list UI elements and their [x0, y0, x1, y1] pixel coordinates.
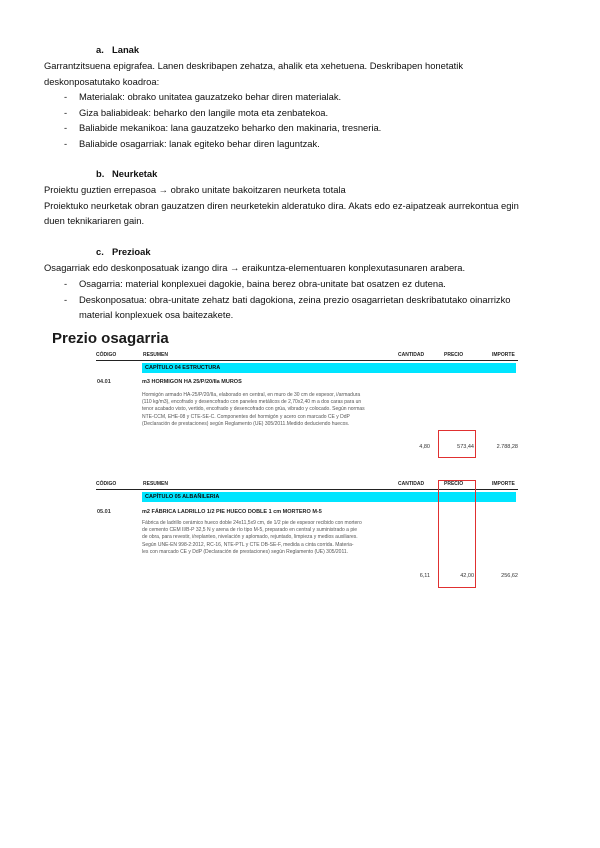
item-qty: 6,11	[419, 573, 430, 579]
chapter-bar: CAPÍTULO 05 ALBAÑILERIA	[142, 492, 516, 502]
desc-line: tenor acabado visto, vertido, encofrado y desencofrado con grúa, vibrado y colocado. Según normas	[142, 406, 365, 413]
section-a-heading	[96, 44, 139, 56]
item-price: 573,44	[457, 444, 474, 450]
section-c-intro: Osagarriak edo deskonposatuak izango dira → eraikuntza-elementuaren konplexutasunaren arabera.	[44, 262, 466, 273]
header-code: CÓDIGO	[96, 352, 117, 358]
header-summary: RESUMEN	[143, 352, 169, 358]
item-description	[142, 392, 412, 428]
item-qty: 4,80	[419, 444, 430, 450]
section-a-intro	[44, 58, 574, 89]
section-b-body	[44, 182, 574, 229]
desc-line: Fábrica de ladrillo cerámico hueco doble 24x11,5x9 cm, de 1/2 pie de espesor recibido con mortero	[142, 520, 362, 526]
section-c-bullet-list	[64, 276, 584, 323]
section-b-label: b.	[96, 168, 105, 179]
section-b-line1: Proiektu guztien errepasoa → obrako unitate bakoitzaren neurketa totala	[44, 184, 346, 195]
section-a-title: Lanak	[112, 44, 140, 55]
header-qty: CANTIDAD	[398, 352, 425, 358]
item-code: 04.01	[97, 379, 111, 385]
header-price: PRECIO	[444, 481, 464, 487]
section-c-label: c.	[96, 246, 104, 257]
header-amount: IMPORTE	[492, 352, 515, 358]
table-header	[96, 351, 518, 361]
list-item: - Giza baliabideak: beharko den langile mota eta zenbatekoa.	[64, 105, 584, 121]
list-item: - Baliabide osagarriak: lanak egiteko behar diren laguntzak.	[64, 136, 584, 152]
item-amount: 2.788,28	[496, 444, 518, 450]
item-price: 42,00	[460, 573, 474, 579]
price-highlight-box	[438, 480, 476, 588]
figure-title: Prezio osagarria	[52, 330, 169, 347]
header-code: CÓDIGO	[96, 481, 117, 487]
item-title: m2 FÁBRICA LADRILLO 1/2 PIE HUECO DOBLE 1 cm MORTERO M-5	[142, 509, 322, 515]
section-b-heading	[96, 168, 157, 180]
section-c-title: Prezioak	[112, 246, 151, 257]
item-description	[142, 520, 412, 556]
list-item: - Materialak: obrako unitatea gauzatzeko behar diren materialak.	[64, 89, 584, 105]
desc-line: Según UNE-EN 998-2:2012, RC-16, NTE-PTL y CTE DB-SE-F, medida a cinta corrida. Materia-	[142, 541, 354, 548]
item-code: 05.01	[97, 509, 111, 515]
item-title: m3 HORMIGON HA 25/P/20/IIa MUROS	[142, 379, 242, 385]
list-item	[64, 276, 584, 292]
bullet-text: Osagarria: material konplexuei dagokie, baina berez obra-unitate bat osatzen ez dutena.	[79, 278, 446, 289]
price-highlight-box	[438, 430, 476, 458]
desc-line: NTE-CCM, EHE-08 y CTE-SE-C. Componentes del hormigón y acero con marcado CE y DdP	[142, 413, 350, 420]
desc-line: de obra, para revestir, i/replanteo, nivelación y aplomado, rejuntado, limpieza y medios auxiliares.	[142, 534, 358, 541]
desc-line: Hormigón armado HA-25/P/20/IIa, elaborado en central, en muro de 30 cm de espesor, i/armadura	[142, 392, 361, 398]
bullet-text-line2: material konplexuek osa baitezakete.	[79, 309, 234, 320]
header-price: PRECIO	[444, 352, 464, 358]
section-b-line2: Proiektuko neurketak obran gauzatzen diren neurketekin alderatuko dira. Akats edo ez-aipatzeak aurrekontua egin	[44, 199, 519, 211]
section-c-heading	[96, 246, 151, 258]
chapter-bar: CAPÍTULO 04 ESTRUCTURA	[142, 363, 516, 373]
section-b-line3: duen teknikariaren gain.	[44, 215, 145, 226]
bullet-text-line1: - Deskonposatua: obra-unitate zehatz bati dagokiona, zeina prezio osagarrietan deskribatutako oinarrizko	[79, 293, 511, 305]
section-b-title: Neurketak	[112, 168, 158, 179]
header-qty: CANTIDAD	[398, 481, 425, 487]
section-a-bullet-list	[64, 89, 584, 151]
desc-line: (110 kg/m3), encofrado y desencofrado con paneles metálicos de 2,70x2,40 m a dos caras para un	[142, 399, 362, 406]
section-a-intro-line1: Garrantzitsuena epigrafea. Lanen deskribapen zehatza, ahalik eta xehetuena. Deskribapen honetatik	[44, 60, 464, 71]
item-amount: 256,62	[501, 573, 518, 579]
list-item: - Baliabide mekanikoa: lana gauzatzeko beharko den makinaria, tresneria.	[64, 120, 584, 136]
desc-line: (Declaración de prestaciones) según Reglamento (UE) 305/2011.Medido deduciendo huecos.	[142, 420, 350, 427]
section-a-label: a.	[96, 44, 104, 55]
header-amount: IMPORTE	[492, 481, 515, 487]
desc-line: de cemento CEM II/B-P 32,5 N y arena de río tipo M-5, preparado en central y suministrado a pie	[142, 527, 358, 534]
header-summary: RESUMEN	[143, 481, 169, 487]
desc-line: les con marcado CE y DdP (Declaración de prestaciones) según Reglamento (UE) 305/2011.	[142, 548, 349, 555]
section-a-intro-line2: deskonposatutako koadroa:	[44, 75, 160, 87]
list-item	[64, 292, 584, 323]
